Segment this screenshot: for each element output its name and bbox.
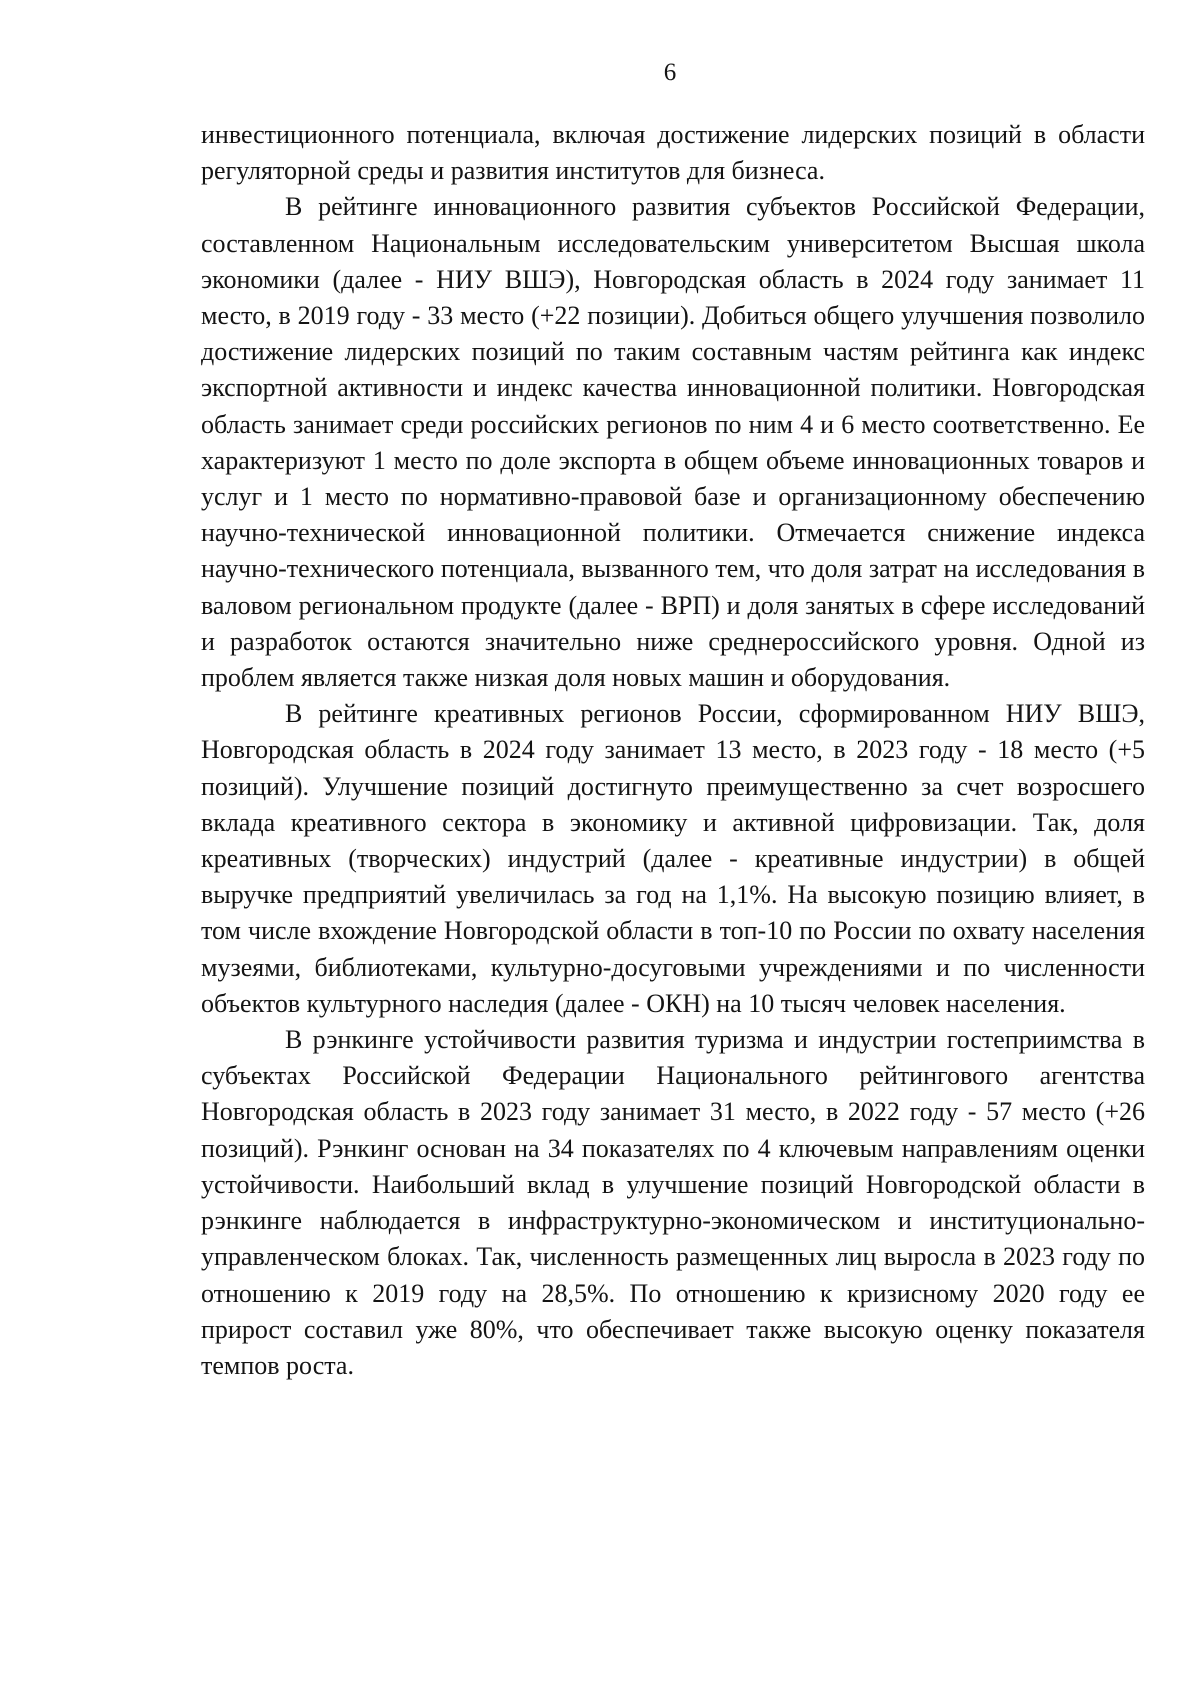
document-body bbox=[201, 117, 1145, 1384]
paragraph-continuation: инвестиционного потенциала, включая достижение лидерских позиций в области регуляторной среды и развития институтов для бизнеса. bbox=[201, 120, 1145, 186]
page-number: 6 bbox=[663, 59, 677, 86]
paragraph-creative-regions-rating: В рейтинге креативных регионов России, сформированном НИУ ВШЭ, Новгородская область в 2024 году занимает 13 место, в 2023 году - 18 место (+5 позиций). Улучшение позиций достигнуто преимущественно за счет возросшего вклада креативного сектора в экономику и активной цифровизации. Так, доля креативных (творческих) индустрий (далее - креативные индустрии) в общей выручке предприятий увеличилась за год на 1,1%. На высокую позицию влияет, в том числе вхождение Новгородской области в топ-10 по России по охвату населения музеями, библиотеками, культурно-досуговыми учреждениями и по численности объектов культурного наследия (далее - ОКН) на 10 тысяч человек населения. bbox=[201, 699, 1145, 1018]
paragraph-tourism-ranking: В рэнкинге устойчивости развития туризма и индустрии гостеприимства в субъектах Российской Федерации Национального рейтингового агентства Новгородская область в 2023 году занимает 31 место, в 2022 году - 57 место (+26 позиций). Рэнкинг основан на 34 показателях по 4 ключевым направлениям оценки устойчивости. Наибольший вклад в улучшение позиций Новгородской области в рэнкинге наблюдается в инфраструктурно-экономическом и институционально-управленческом блоках. Так, численность размещенных лиц выросла в 2023 году по отношению к 2019 году на 28,5%. По отношению к кризисному 2020 году ее прирост составил уже 80%, что обеспечивает также высокую оценку показателя темпов роста. bbox=[201, 1025, 1145, 1380]
paragraph-innovation-rating: В рейтинге инновационного развития субъектов Российской Федерации, составленном Национальным исследовательским университетом Высшая школа экономики (далее - НИУ ВШЭ), Новгородская область в 2024 году занимает 11 место, в 2019 году - 33 место (+22 позиции). Добиться общего улучшения позволило достижение лидерских позиций по таким составным частям рейтинга как индекс экспортной активности и индекс качества инновационной политики. Новгородская область занимает среди российских регионов по ним 4 и 6 место соответственно. Ее характеризуют 1 место по доле экспорта в общем объеме инновационных товаров и услуг и 1 место по нормативно-правовой базе и организационному обеспечению научно-технической инновационной политики. Отмечается снижение индекса научно-технического потенциала, вызванного тем, что доля затрат на исследования в валовом региональном продукте (далее - ВРП) и доля занятых в сфере исследований и разработок остаются значительно ниже среднероссийского уровня. Одной из проблем является также низкая доля новых машин и оборудования. bbox=[201, 192, 1145, 693]
